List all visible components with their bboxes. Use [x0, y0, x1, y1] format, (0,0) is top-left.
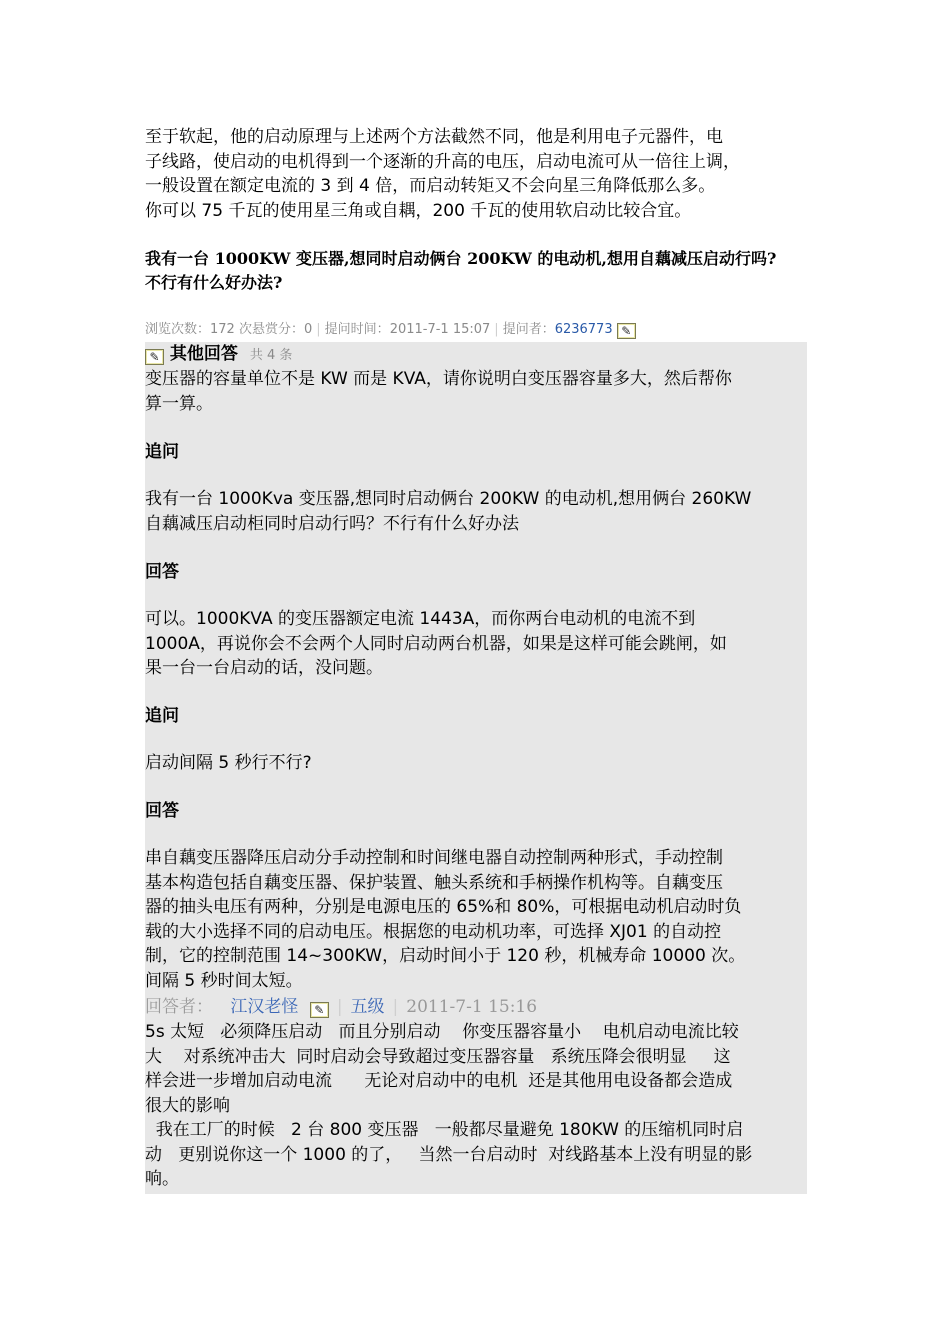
followup-label [145, 704, 807, 728]
text-line: 1000A，再说你会不会两个人同时启动两台机器，如果是这样可能会跳闸，如 [145, 633, 727, 654]
followup-label-text: 追问 [145, 442, 179, 462]
answer-label [145, 560, 807, 584]
bounty-label: 次悬赏分： [238, 322, 304, 337]
hi-icon[interactable]: ✎ [617, 323, 636, 339]
text-line: 至于软起，他的启动原理与上述两个方法截然不同，他是利用电子元器件，电 [145, 127, 723, 147]
time-label: 提问时间： [324, 322, 390, 337]
text-line: 我在工厂的时候 2 台 800 变压器 一般都尽量避免 180KW 的压缩机同时启 [145, 1120, 744, 1140]
text-line: 动 更别说你这一个 1000 的了， 当然一台启动时 对线路基本上没有明显的影 [145, 1144, 753, 1165]
views-count: 172 [210, 322, 235, 337]
text-line: 5s 太短 必须降压启动 而且分别启动 你变压器容量小 电机启动电流比较 [145, 1022, 739, 1042]
text-line: 响。 [145, 1169, 179, 1189]
answer-text [145, 367, 807, 416]
question-meta [145, 320, 807, 340]
bounty-value: 0 [304, 322, 313, 337]
divider: | [494, 322, 499, 337]
divider: | [316, 322, 321, 337]
answer-text [145, 1020, 807, 1192]
text-line: 样会进一步增加启动电流 无论对启动中的电机 还是其他用电设备都会造成 [145, 1071, 733, 1091]
divider: | [392, 997, 399, 1017]
text-line: 很大的影响 [145, 1095, 230, 1116]
text-line: 变压器的容量单位不是 KW 而是 KVA，请你说明白变压器容量多大，然后帮你 [145, 369, 732, 389]
text-line: 制，它的控制范围 14~300KW，启动时间小于 120 秒，机械寿命 10000 次。 [145, 946, 746, 966]
followup-label [145, 440, 807, 464]
question-title-line: 不行有什么好办法? [145, 273, 283, 292]
answerer-name-link[interactable]: 江汉老怪 [230, 997, 299, 1017]
other-answers-title: 其他回答 [169, 344, 238, 364]
question-title [145, 247, 807, 295]
text-line: 大 对系统冲击大 同时启动会导致超过变压器容量 系统压降会很明显 这 [145, 1046, 731, 1067]
intro-paragraph [145, 125, 807, 223]
text-line: 子线路，使启动的电机得到一个逐渐的升高的电压，启动电流可从一倍往上调， [145, 151, 740, 172]
text-line: 基本构造包括自藕变压器、保护装置、触头系统和手柄操作机构等。自藕变压 [145, 872, 723, 893]
followup-text [145, 487, 807, 536]
answer-icon: ✎ [145, 349, 164, 365]
answer-label-text: 回答 [145, 562, 179, 582]
followup-text [145, 751, 807, 776]
divider: | [336, 997, 343, 1017]
text-line: 算一算。 [145, 393, 213, 414]
question-title-line: 我有一台 1000KW 变压器,想同时启动俩台 200KW 的电动机,想用自藕减压启动行吗? [145, 249, 777, 268]
asker-label: 提问者： [502, 322, 555, 337]
text-line: 我有一台 1000Kva 变压器,想同时启动俩台 200KW 的电动机,想用俩台 260KW [145, 489, 752, 509]
answer-text [145, 607, 807, 681]
answer-label-text: 回答 [145, 801, 179, 821]
question-time: 2011-7-1 15:07 [389, 322, 491, 337]
other-answers-header [145, 342, 292, 368]
text-line: 启动间隔 5 秒行不行? [145, 753, 312, 773]
answer-label [145, 799, 807, 823]
hi-icon[interactable]: ✎ [310, 1002, 329, 1018]
answer-count: 共 4 条 [249, 348, 293, 363]
text-line: 载的大小选择不同的启动电压。根据您的电动机功率，可选择 XJ01 的自动控 [145, 921, 722, 942]
asker-link[interactable]: 6236773 [554, 322, 613, 337]
text-line: 器的抽头电压有两种，分别是电源电压的 65%和 80%，可根据电动机启动时负 [145, 897, 742, 917]
answer-time: 2011-7-1 15:16 [406, 997, 538, 1017]
answerer-level: 五级 [350, 997, 385, 1017]
answerer-row [145, 995, 807, 1019]
text-line: 自藕减压启动柜同时启动行吗？不行有什么好办法 [145, 513, 519, 534]
followup-label-text: 追问 [145, 706, 179, 726]
text-line: 可以。1000KVA 的变压器额定电流 1443A，而你两台电动机的电流不到 [145, 609, 696, 629]
text-line: 间隔 5 秒时间太短。 [145, 970, 303, 991]
text-line: 一般设置在额定电流的 3 到 4 倍，而启动转矩又不会向星三角降低那么多。 [145, 176, 716, 196]
text-line: 果一台一台启动的话，没问题。 [145, 658, 383, 678]
text-line: 串自藕变压器降压启动分手动控制和时间继电器自动控制两种形式，手动控制 [145, 848, 723, 868]
views-label: 浏览次数： [145, 322, 211, 337]
answer-text [145, 846, 807, 993]
text-line: 你可以 75 千瓦的使用星三角或自耦，200 千瓦的使用软启动比较合宜。 [145, 200, 692, 221]
answerer-label: 回答者： [145, 997, 213, 1017]
